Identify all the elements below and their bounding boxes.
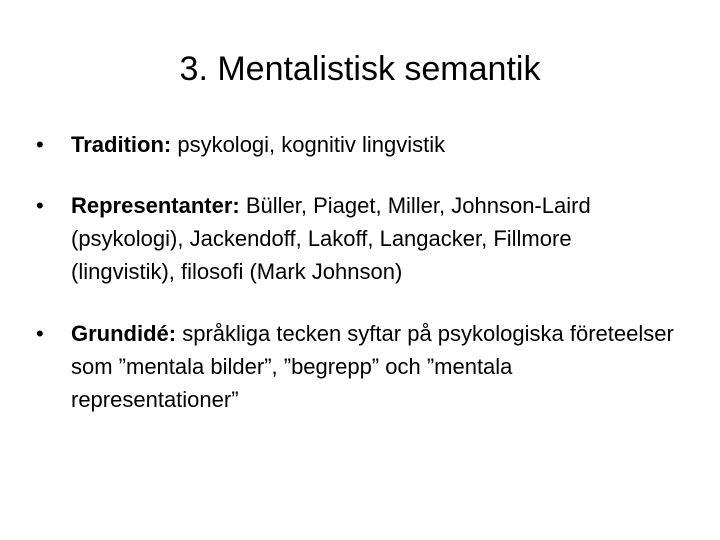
bullet-list <box>36 128 676 416</box>
bullet-item-representanter <box>36 189 676 288</box>
bullet-text: språkliga tecken syftar på psykologiska företeelser som ”mentala bilder”, ”begrepp” och ”mentala representationer” <box>71 321 674 412</box>
bullet-label: Representanter: <box>71 193 240 218</box>
bullet-dot-icon: • <box>36 321 44 346</box>
bullet-item-tradition <box>36 128 676 161</box>
slide-title: 3. Mentalistisk semantik <box>179 50 541 88</box>
bullet-dot-icon: • <box>36 132 44 157</box>
bullet-text: psykologi, kognitiv lingvistik <box>171 132 446 157</box>
bullet-label: Tradition: <box>71 132 172 157</box>
bullet-item-grundide <box>36 317 676 416</box>
bullet-text: Büller, Piaget, Miller, Johnson-Laird (psykologi), Jackendoff, Lakoff, Langacker, Fillmore (lingvistik), filosofi (Mark Johnson) <box>71 193 591 284</box>
bullet-label: Grundidé: <box>71 321 177 346</box>
bullet-dot-icon: • <box>36 193 44 218</box>
